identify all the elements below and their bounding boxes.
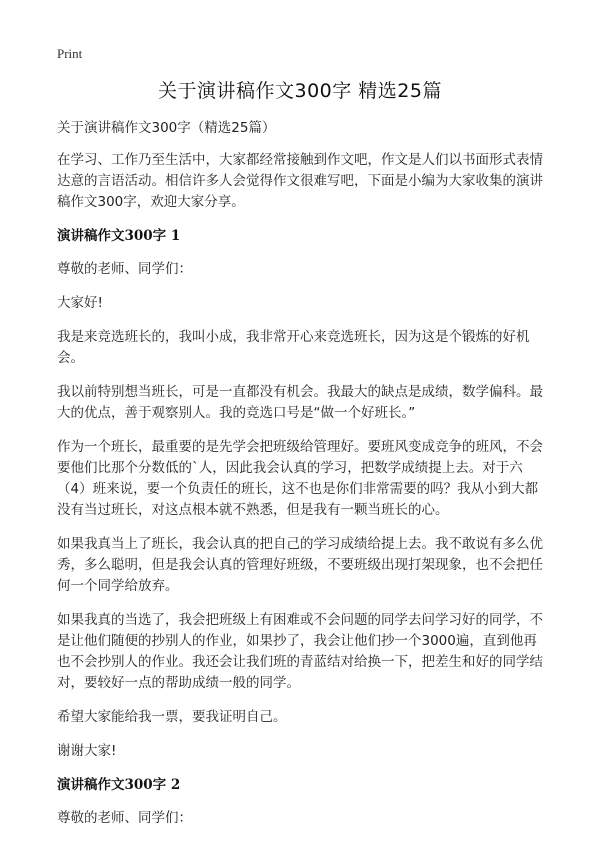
section-heading-1: 演讲稿作文300字 1 xyxy=(57,228,181,244)
intro-paragraph: 在学习、工作乃至生活中，大家都经常接触到作文吧，作文是人们以书面形式表情达意的言语活动。相信许多人会觉得作文很难写吧，下面是小编为大家收集的演讲稿作文300字，欢迎大家分享。 xyxy=(57,152,543,210)
speech-paragraph: 如果我真的当选了，我会把班级上有困难或不会问题的同学去问学习好的同学，不是让他们随便的抄别人的作业，如果抄了，我会让他们抄一个3000遍，直到他再也不会抄别人的作业。我还会让我们班的青蓝结对给换一下，把差生和好的同学结对，要较好一点的帮助成绩一般的同学。 xyxy=(57,612,543,691)
article-subtitle: 关于演讲稿作文300字（精选25篇） xyxy=(57,120,276,136)
speech-paragraph: 我以前特别想当班长，可是一直都没有机会。我最大的缺点是成绩，数学偏科。最大的优点，善于观察别人。我的竞选口号是“做一个好班长。” xyxy=(57,384,543,421)
article-body xyxy=(57,118,549,842)
closing-thanks: 谢谢大家! xyxy=(57,743,117,759)
speech-paragraph: 我是来竞选班长的，我叫小成，我非常开心来竞选班长，因为这是个锻炼的好机会。 xyxy=(57,329,530,366)
print-link[interactable]: Print xyxy=(57,46,83,61)
greeting-1: 尊敬的老师、同学们： xyxy=(57,261,192,277)
section-heading-2: 演讲稿作文300字 2 xyxy=(57,777,181,793)
document-title: 关于演讲稿作文300字 精选25篇 xyxy=(158,80,442,102)
greeting-2: 尊敬的老师、同学们： xyxy=(57,810,192,826)
speech-paragraph: 如果我真当上了班长，我会认真的把自己的学习成绩给提上去。我不敢说有多么优秀，多么聪明，但是我会认真的管理好班级，不要班级出现打架现象，也不会把任何一个同学给放弃。 xyxy=(57,536,543,594)
speech-paragraph: 作为一个班长，最重要的是先学会把班级给管理好。要班风变成竞争的班风，不会要他们比那个分数低的`人，因此我会认真的学习，把数学成绩提上去。对于六（4）班来说，要一个负责任的班长，这不也是你们非常需要的吗？我从小到大都没有当过班长，对这点根本就不熟悉，但是我有一颗当班长的心。 xyxy=(57,439,543,518)
speech-paragraph: 希望大家能给我一票，要我证明自己。 xyxy=(57,709,287,725)
hello-line: 大家好! xyxy=(57,295,103,311)
